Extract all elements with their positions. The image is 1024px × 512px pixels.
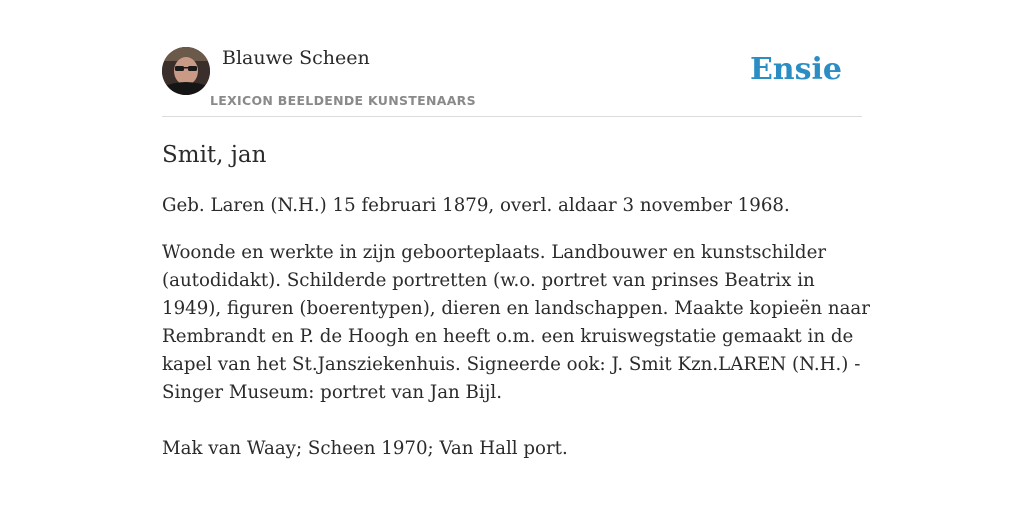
category-label[interactable]: LEXICON BEELDENDE KUNSTENAARS — [210, 93, 476, 108]
article-body — [162, 192, 872, 482]
page-title: Smit, jan — [162, 142, 267, 168]
brand-logo[interactable]: Ensie — [749, 52, 842, 87]
avatar-photo-icon — [162, 47, 210, 95]
author-name[interactable]: Blauwe Scheen — [222, 47, 370, 69]
references-line: Mak van Waay; Scheen 1970; Van Hall port. — [162, 438, 568, 459]
avatar[interactable] — [162, 47, 210, 95]
header — [162, 46, 862, 117]
birth-line: Geb. Laren (N.H.) 15 februari 1879, overl. aldaar 3 november 1968. — [162, 195, 790, 216]
description-paragraph: Woonde en werkte in zijn geboorteplaats. Landbouwer en kunstschilder (autodidakt). Schilderde portretten (w.o. portret van prinses Beatrix in 1949), figuren (boerentypen), dieren en landschappen. Maakte kopieën naar Rembrandt en P. de Hoogh en heeft o.m. een kruiswegstatie gemaakt in de kapel van het St.Jansziekenhuis. Signeerde ook: J. Smit Kzn.LAREN (N.H.) -Singer Museum: portret van Jan Bijl. — [162, 242, 870, 403]
